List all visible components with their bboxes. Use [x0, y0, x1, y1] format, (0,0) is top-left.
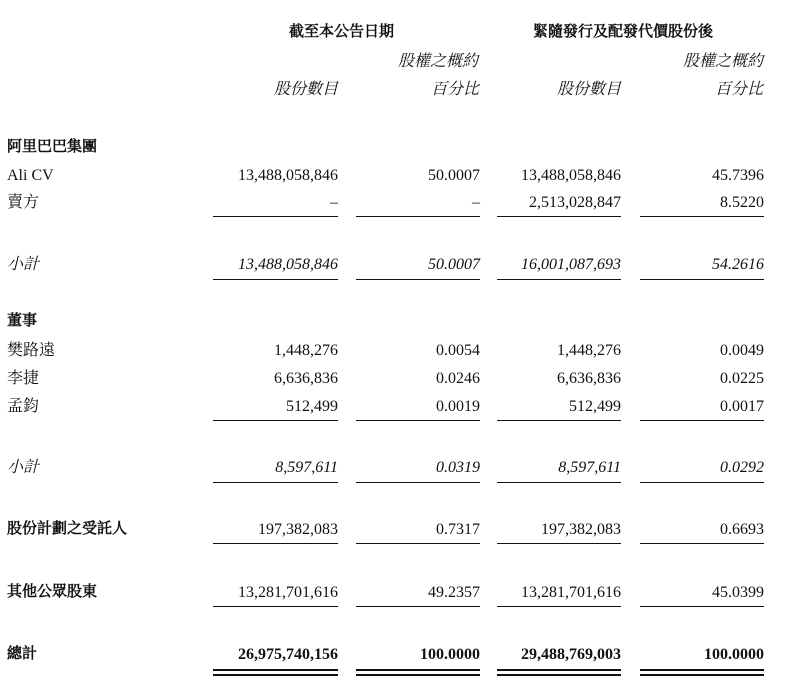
- cell-shares-1: 13,488,058,846: [238, 167, 338, 184]
- double-underline-col2-top: [356, 669, 480, 671]
- row-label: 小計: [7, 256, 40, 273]
- double-underline-col1-top: [213, 669, 338, 671]
- cell-pct-1: 0.0054: [436, 342, 480, 359]
- header-pct-line1-col4: 股權之概約: [683, 53, 764, 70]
- underline-col4: [640, 279, 764, 280]
- underline-col3: [497, 420, 621, 421]
- cell-shares-2: 1,448,276: [557, 342, 621, 359]
- underline-col1: [213, 420, 338, 421]
- cell-shares-2: 8,597,611: [558, 459, 621, 476]
- cell-pct-2: 100.0000: [704, 646, 764, 663]
- cell-shares-2: 13,488,058,846: [521, 167, 621, 184]
- cell-pct-1: –: [472, 194, 480, 211]
- cell-pct-1: 100.0000: [420, 646, 480, 663]
- cell-shares-2: 16,001,087,693: [521, 256, 621, 273]
- underline-col1: [213, 216, 338, 217]
- header-as-of-announcement: 截至本公告日期: [289, 22, 395, 40]
- underline-col1: [213, 482, 338, 483]
- double-underline-col3-top: [497, 669, 621, 671]
- row-label: 樊路遠: [7, 342, 56, 359]
- row-label: 賣方: [7, 194, 40, 211]
- section-title-alibaba: 阿里巴巴集團: [7, 137, 98, 155]
- underline-col3: [497, 543, 621, 544]
- cell-shares-1: 13,281,701,616: [238, 584, 338, 601]
- cell-shares-2: 13,281,701,616: [521, 584, 621, 601]
- double-underline-col1-bottom: [213, 674, 338, 676]
- underline-col3: [497, 482, 621, 483]
- cell-pct-1: 0.0246: [436, 370, 480, 387]
- underline-col1: [213, 606, 338, 607]
- cell-pct-2: 0.6693: [720, 521, 764, 538]
- header-pct-line1-col2: 股權之概約: [398, 53, 479, 70]
- cell-shares-2: 2,513,028,847: [529, 194, 621, 211]
- cell-pct-2: 0.0292: [720, 459, 764, 476]
- underline-col2: [356, 216, 480, 217]
- cell-shares-1: 1,448,276: [274, 342, 338, 359]
- cell-shares-1: 6,636,836: [274, 370, 338, 387]
- underline-col2: [356, 420, 480, 421]
- cell-shares-1: 8,597,611: [275, 459, 338, 476]
- header-shares-col3: 股份數目: [557, 81, 622, 98]
- row-label: 總計: [7, 644, 38, 662]
- cell-pct-1: 0.0019: [436, 398, 480, 415]
- cell-pct-2: 0.0225: [720, 370, 764, 387]
- underline-col3: [497, 279, 621, 280]
- cell-pct-1: 50.0007: [428, 256, 480, 273]
- header-pct-line2-col2: 百分比: [431, 81, 480, 98]
- underline-col2: [356, 606, 480, 607]
- cell-pct-2: 8.5220: [720, 194, 764, 211]
- cell-shares-2: 512,499: [569, 398, 621, 415]
- header-after-issue: 緊隨發行及配發代價股份後: [533, 22, 714, 40]
- cell-pct-2: 0.0049: [720, 342, 764, 359]
- header-shares-col1: 股份數目: [274, 81, 339, 98]
- underline-col1: [213, 279, 338, 280]
- row-label: 股份計劃之受託人: [7, 519, 128, 537]
- cell-shares-2: 6,636,836: [557, 370, 621, 387]
- double-underline-col4-bottom: [640, 674, 764, 676]
- underline-col3: [497, 216, 621, 217]
- underline-col2: [356, 482, 480, 483]
- cell-pct-1: 0.0319: [436, 459, 480, 476]
- underline-col4: [640, 216, 764, 217]
- row-label: 小計: [7, 459, 40, 476]
- cell-shares-2: 197,382,083: [541, 521, 621, 538]
- underline-col2: [356, 279, 480, 280]
- double-underline-col2-bottom: [356, 674, 480, 676]
- cell-shares-1: 13,488,058,846: [238, 256, 338, 273]
- section-title-directors: 董事: [7, 311, 38, 329]
- underline-col4: [640, 606, 764, 607]
- cell-shares-1: 26,975,740,156: [238, 646, 338, 663]
- cell-shares-1: 512,499: [286, 398, 338, 415]
- cell-shares-2: 29,488,769,003: [521, 646, 621, 663]
- underline-col2: [356, 543, 480, 544]
- cell-pct-1: 49.2357: [428, 584, 480, 601]
- cell-pct-2: 45.0399: [712, 584, 764, 601]
- cell-pct-1: 50.0007: [428, 167, 480, 184]
- cell-pct-2: 45.7396: [712, 167, 764, 184]
- underline-col4: [640, 482, 764, 483]
- header-pct-line2-col4: 百分比: [715, 81, 764, 98]
- cell-pct-2: 0.0017: [720, 398, 764, 415]
- row-label: Ali CV: [7, 167, 54, 184]
- row-label: 孟鈞: [7, 398, 40, 415]
- underline-col4: [640, 420, 764, 421]
- cell-pct-1: 0.7317: [436, 521, 480, 538]
- row-label: 其他公眾股東: [7, 582, 98, 600]
- double-underline-col4-top: [640, 669, 764, 671]
- double-underline-col3-bottom: [497, 674, 621, 676]
- cell-shares-1: 197,382,083: [258, 521, 338, 538]
- underline-col1: [213, 543, 338, 544]
- underline-col4: [640, 543, 764, 544]
- cell-pct-2: 54.2616: [712, 256, 764, 273]
- underline-col3: [497, 606, 621, 607]
- cell-shares-1: –: [330, 194, 338, 211]
- row-label: 李捷: [7, 370, 40, 387]
